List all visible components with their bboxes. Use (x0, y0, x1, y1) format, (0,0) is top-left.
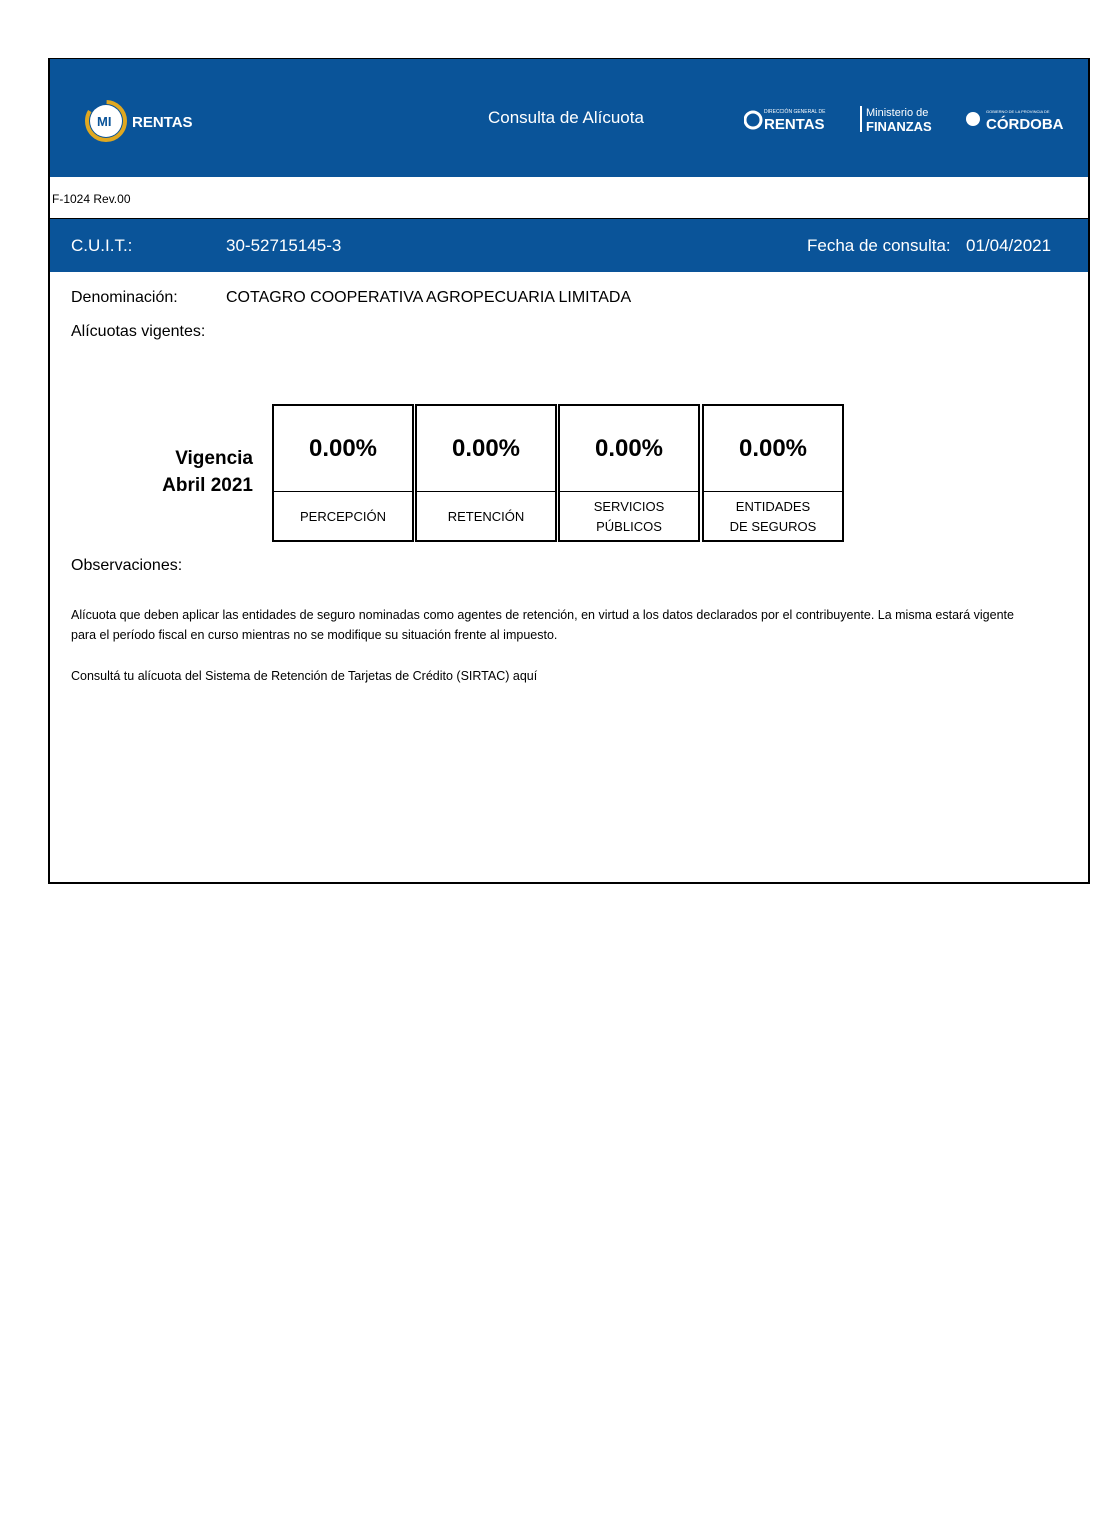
observations-label: Observaciones: (71, 557, 183, 574)
cuit-value: 30-52715145-3 (226, 236, 342, 255)
rate-value: 0.00% (274, 406, 412, 492)
rate-label: RETENCIÓN (447, 509, 525, 524)
vigencia (120, 445, 253, 499)
date-value: 01/04/2021 (966, 236, 1052, 255)
rate-label: SERVICIOS PÚBLICOS (593, 499, 665, 534)
rate-box-seguros (702, 404, 844, 542)
svg-text:RENTAS: RENTAS (132, 114, 193, 131)
svg-text:DIRECCIÓN GENERAL DE: DIRECCIÓN GENERAL DE (764, 109, 826, 115)
vigencia-title: Vigencia (175, 448, 253, 469)
rate-value: 0.00% (560, 406, 698, 492)
date-label: Fecha de consulta: (807, 236, 951, 255)
rentas-logo (744, 105, 844, 133)
rate-label: PERCEPCIÓN (300, 509, 386, 524)
denomination-label: Denominación: (71, 289, 178, 306)
svg-text:CÓRDOBA: CÓRDOBA (986, 116, 1064, 133)
rate-box-servicios (558, 404, 700, 542)
page-title: Consulta de Alícuota (488, 108, 644, 127)
rate-label: ENTIDADES DE SEGUROS (729, 499, 817, 534)
rates-section-label: Alícuotas vigentes: (71, 323, 206, 340)
document-frame (48, 58, 1090, 884)
rate-box-retencion (415, 404, 557, 542)
finanzas-logo (860, 103, 946, 135)
rate-value: 0.00% (417, 406, 555, 492)
svg-text:GOBIERNO DE LA PROVINCIA DE: GOBIERNO DE LA PROVINCIA DE (986, 109, 1050, 114)
denomination-value: COTAGRO COOPERATIVA AGROPECUARIA LIMITADA (226, 289, 632, 306)
cuit-bar (50, 219, 1088, 272)
svg-text:RENTAS: RENTAS (764, 116, 825, 133)
svg-text:MI: MI (97, 114, 112, 129)
form-code: F-1024 Rev.00 (52, 192, 131, 206)
sirtac-link[interactable]: Consultá tu alícuota del Sistema de Retención de Tarjetas de Crédito (SIRTAC) aquí (71, 669, 538, 683)
cuit-label: C.U.I.T.: (71, 236, 133, 255)
svg-text:Ministerio de: Ministerio de (866, 107, 929, 119)
vigencia-period: Abril 2021 (162, 475, 253, 496)
svg-text:FINANZAS: FINANZAS (866, 119, 932, 134)
cordoba-logo (964, 103, 1064, 135)
rate-box-percepcion (272, 404, 414, 542)
mi-rentas-logo (80, 99, 240, 143)
header-bar (50, 59, 1088, 177)
rate-value: 0.00% (704, 406, 842, 492)
observations-text: Alícuota que deben aplicar las entidades de seguro nominadas como agentes de retención, en virtud a los datos declarados por el contribuyente. La misma estará vigente para el período fiscal en curso mientras no se modifique su situación frente al impuesto. (71, 608, 1014, 642)
